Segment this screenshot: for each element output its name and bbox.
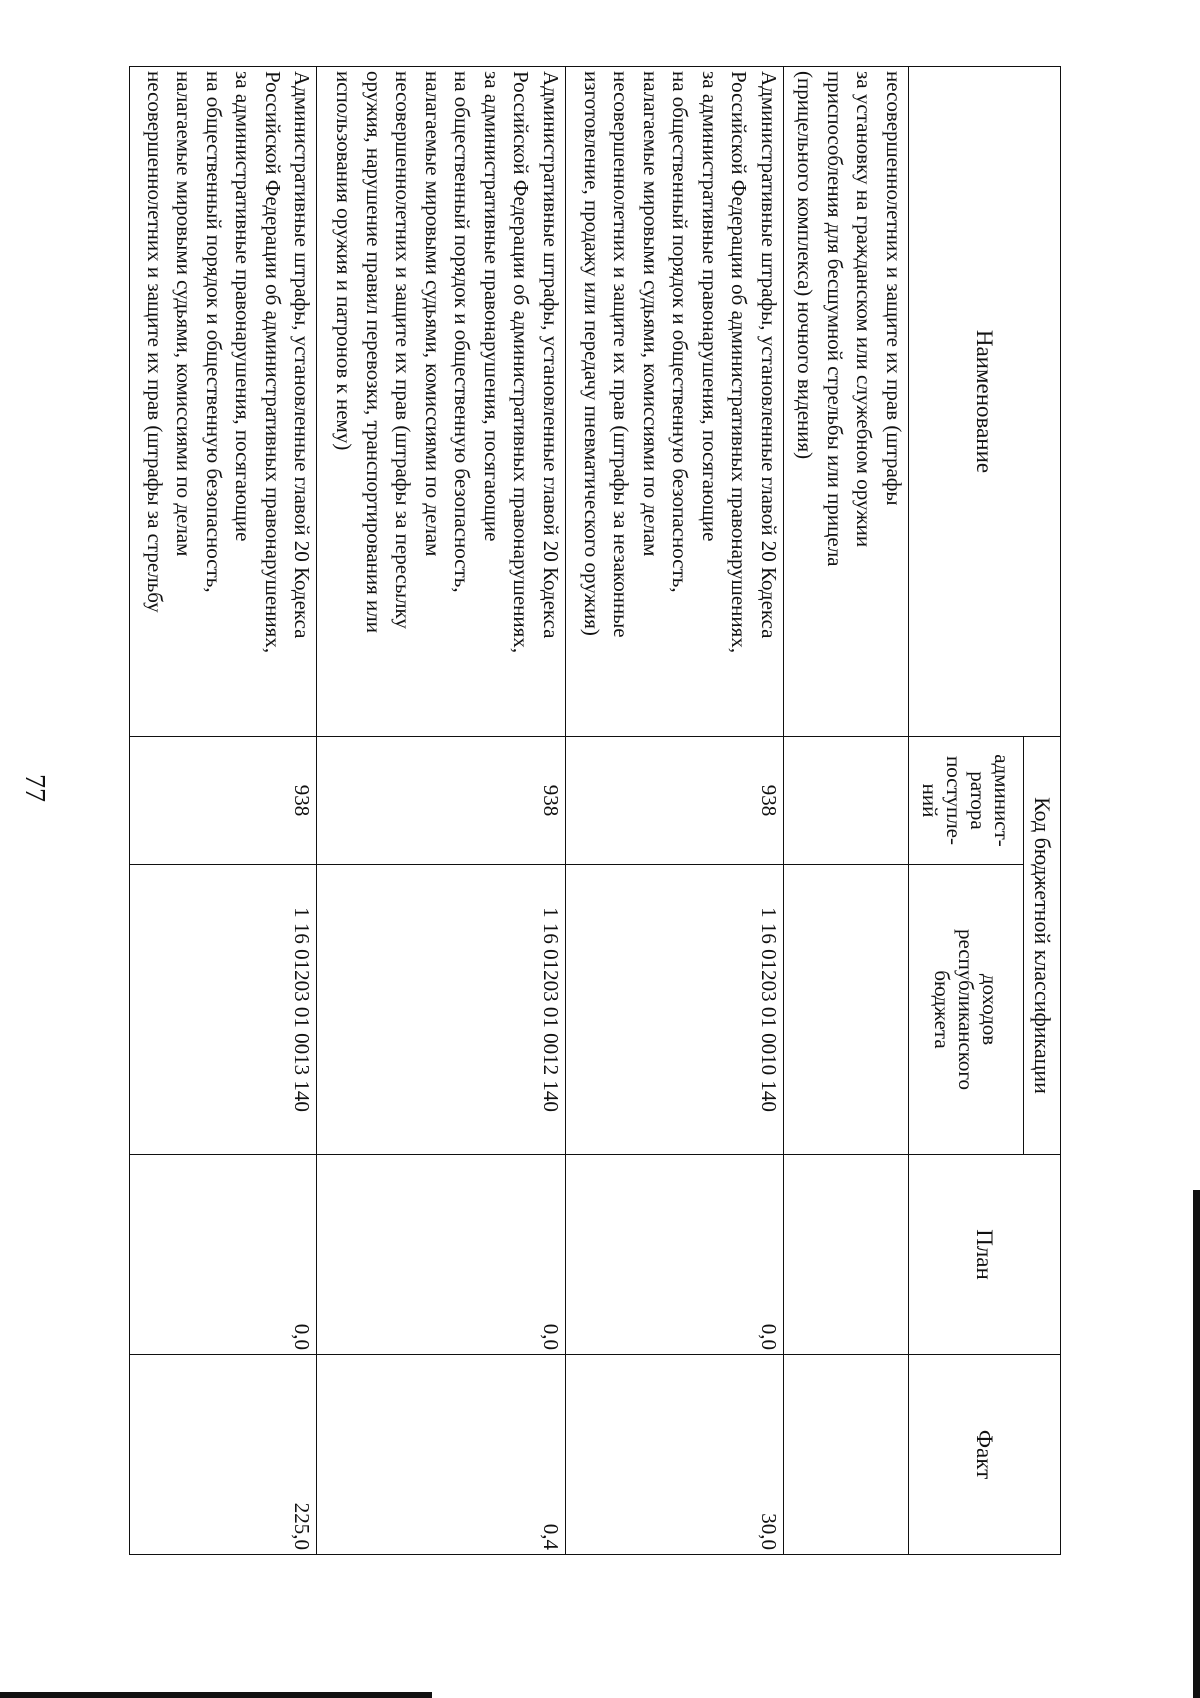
name-line: несовершеннолетних и защите их прав (штрафы [882,71,906,506]
header-code-group: Код бюджетной классификации [1024,737,1061,1155]
name-line: на общественный порядок и общественную безопасность, [201,71,226,593]
row-admin-code [783,737,908,865]
name-line: Административные штрафы, установленные главой 20 Кодекса [290,71,315,639]
name-line: налагаемые мировыми судьями, комиссиями по делам [638,71,663,557]
header-admin-line: админист- [990,754,1014,847]
header-admin-line: ний [918,783,942,818]
header-income-line: доходов [978,973,1002,1046]
row-admin-code: 938 [130,737,317,865]
row-income-code: 1 16 01203 01 0012 140 [317,865,566,1155]
name-line: оружия, нарушение правил перевозки, транспортирования или [362,71,386,633]
budget-table [129,66,1061,1555]
scan-bottom-edge [0,1692,432,1698]
name-line: на общественный порядок и общественную безопасность, [450,71,475,593]
header-admin-line: поступле- [942,755,966,845]
header-income-line: бюджета [930,970,954,1049]
header-income [909,865,1024,1155]
name-line: несовершеннолетних и защите их прав (штрафы за незаконные [609,71,634,638]
header-admin [909,737,1024,865]
name-line: за административные правонарушения, посягающие [697,71,722,542]
name-line: Административные штрафы, установленные главой 20 Кодекса [756,71,781,639]
row-income-code: 1 16 01203 01 0010 140 [566,865,784,1155]
name-line: изготовление, продажу или передачу пневматического оружия) [579,71,604,636]
row-fact: 0,4 [317,1355,566,1555]
row-fact: 30,0 [566,1355,784,1555]
header-admin-line: ратора [966,771,990,830]
name-line: Российской Федерации об административных правонарушениях, [509,71,534,654]
table-row [317,67,566,1555]
header-name: Наименование [909,67,1061,737]
row-name-cell [317,67,566,737]
name-line: Российской Федерации об административных правонарушениях, [727,71,752,654]
row-plan: 0,0 [566,1155,784,1355]
name-line: налагаемые мировыми судьями, комиссиями по делам [421,71,445,557]
header-plan: План [909,1155,1061,1355]
row-fact [783,1355,908,1555]
header-row-top [1024,67,1061,1555]
name-line: несовершеннолетних и защите их прав (штрафы за стрельбу [142,71,167,613]
header-income-line: республиканского [954,929,978,1090]
row-admin-code: 938 [317,737,566,865]
row-name-cell [130,67,317,737]
name-line: (прицельного комплекса) ночного видения) [793,71,818,460]
row-fact: 225,0 [130,1355,317,1555]
table-row [783,67,908,1555]
header-fact: Факт [909,1355,1061,1555]
name-line: использования оружия и патронов к нему) [332,71,357,451]
row-plan: 0,0 [317,1155,566,1355]
table-row [130,67,317,1555]
name-line: Российской Федерации об административных правонарушениях, [260,71,285,654]
name-line: за административные правонарушения, посягающие [480,71,504,542]
row-income-code [783,865,908,1155]
rotated-table-frame [129,66,1061,1554]
table-row [566,67,784,1555]
name-line: на общественный порядок и общественную безопасность, [668,71,693,593]
name-line: за установку на гражданском или служебном оружии [852,71,877,548]
row-admin-code: 938 [566,737,784,865]
row-name-cell [783,67,908,737]
name-line: налагаемые мировыми судьями, комиссиями по делам [172,71,197,557]
name-line: приспособления для бесшумной стрельбы или прицела [823,71,847,567]
page-number: 77 [19,774,50,802]
row-name-cell [566,67,784,737]
name-line: Административные штрафы, установленные главой 20 Кодекса [539,71,563,639]
row-income-code: 1 16 01203 01 0013 140 [130,865,317,1155]
name-line: за административные правонарушения, посягающие [231,71,256,542]
row-plan [783,1155,908,1355]
scan-side-bar [1193,1190,1200,1698]
row-plan: 0,0 [130,1155,317,1355]
name-line: несовершеннолетних и защите их прав (штрафы за пересылку [391,71,416,629]
